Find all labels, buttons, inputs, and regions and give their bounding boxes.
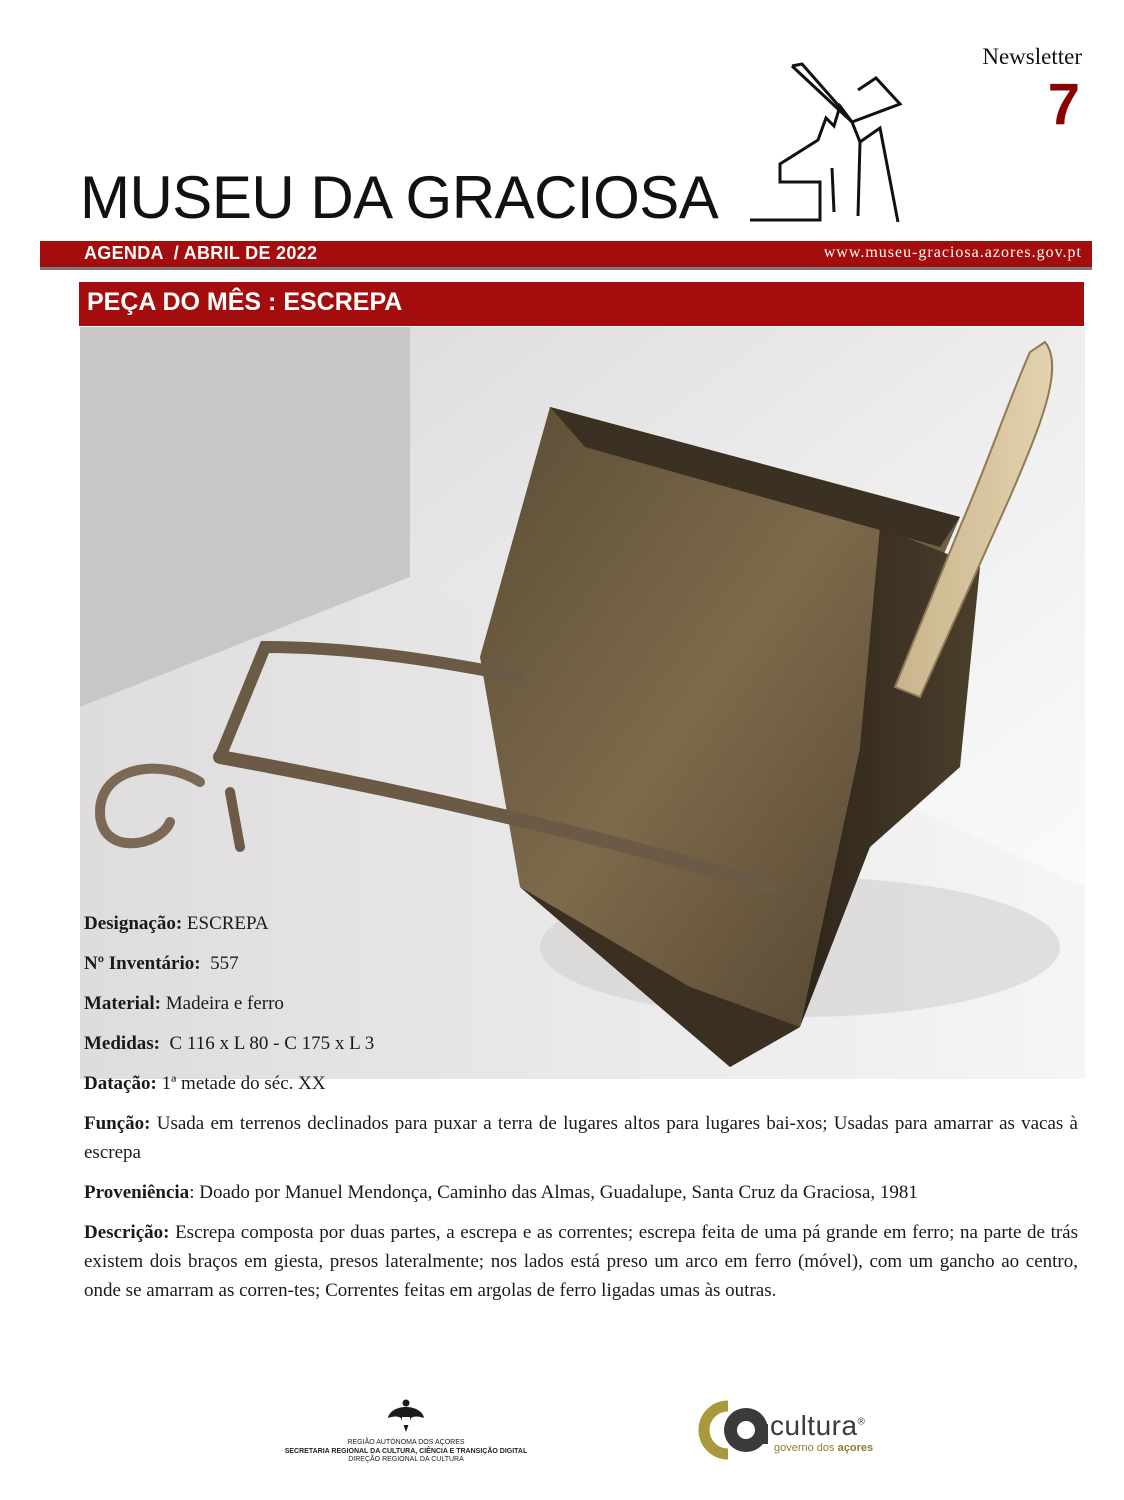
field-material <box>84 989 1078 1018</box>
field-label: Nº Inventário: <box>84 953 201 974</box>
field-datacao <box>84 1069 1078 1098</box>
section-title: PEÇA DO MÊS : ESCREPA <box>87 288 403 316</box>
field-label: Descrição: <box>84 1222 170 1243</box>
cultura-logo <box>694 1400 894 1460</box>
section-heading-bar <box>79 282 1084 326</box>
cultura-wordmark: cultura® <box>770 1410 866 1441</box>
cultura-mark-icon <box>694 1400 774 1460</box>
registered-mark: ® <box>857 1416 866 1428</box>
newsletter-number: 7 <box>1047 72 1080 137</box>
field-label: Medidas: <box>84 1033 160 1054</box>
field-medidas <box>84 1029 1078 1058</box>
agenda-bar <box>40 241 1092 267</box>
gov-secretariat-label: SECRETARIA REGIONAL DA CULTURA, CIÊNCIA E TRANSIÇÃO DIGITAL <box>284 1447 528 1455</box>
windmill-logo-icon <box>740 56 910 226</box>
field-label: Datação: <box>84 1073 157 1094</box>
field-designacao <box>84 909 1078 938</box>
website-link[interactable]: www.museu-graciosa.azores.gov.pt <box>823 244 1082 261</box>
field-label: Material: <box>84 993 162 1014</box>
newsletter-label: Newsletter <box>982 44 1082 69</box>
field-label: Proveniência <box>84 1182 190 1203</box>
field-label: Designação: <box>84 913 183 934</box>
field-descricao <box>84 1218 1078 1305</box>
field-value: : Doado por Manuel Mendonça, Caminho das Almas, Guadalupe, Santa Cruz da Graciosa, 1981 <box>189 1182 918 1203</box>
gov-directorate-label: DIREÇÃO REGIONAL DA CULTURA <box>348 1456 464 1463</box>
government-logo <box>275 1398 537 1465</box>
museum-title: MUSEU DA GRACIOSA <box>80 164 719 231</box>
field-value: 1ª metade do séc. XX <box>156 1073 326 1094</box>
field-label: Função: <box>84 1113 151 1134</box>
azores-coat-of-arms-icon <box>386 1398 426 1434</box>
field-proveniencia <box>84 1178 1078 1207</box>
field-inventario <box>84 949 1078 978</box>
field-value: ESCREPA <box>182 913 269 934</box>
field-funcao <box>84 1109 1078 1167</box>
gov-region-label: REGIÃO AUTÓNOMA DOS AÇORES <box>347 1439 465 1446</box>
field-value: 557 <box>200 953 239 974</box>
agenda-date-label: AGENDA / ABRIL DE 2022 <box>84 243 318 263</box>
field-value: Usada em terrenos declinados para puxar a terra de lugares altos para lugares bai-xos; Usadas para amarrar as vacas à escrepa <box>84 1113 1078 1163</box>
field-value: Madeira e ferro <box>161 993 284 1014</box>
field-value: Escrepa composta por duas partes, a escrepa e as correntes; escrepa feita de uma pá grande em ferro; na parte de trás existem dois braços em giesta, presos lateralmente; nos lados está preso um arco em ferro (móvel), com um gancho ao centro, onde se amarram as corren-tes; Correntes feitas em argolas de ferro ligadas umas às outras. <box>84 1222 1078 1301</box>
object-details <box>84 909 1078 1316</box>
field-value: C 116 x L 80 - C 175 x L 3 <box>160 1033 375 1054</box>
cultura-subtitle: governo dos açores <box>774 1442 874 1454</box>
